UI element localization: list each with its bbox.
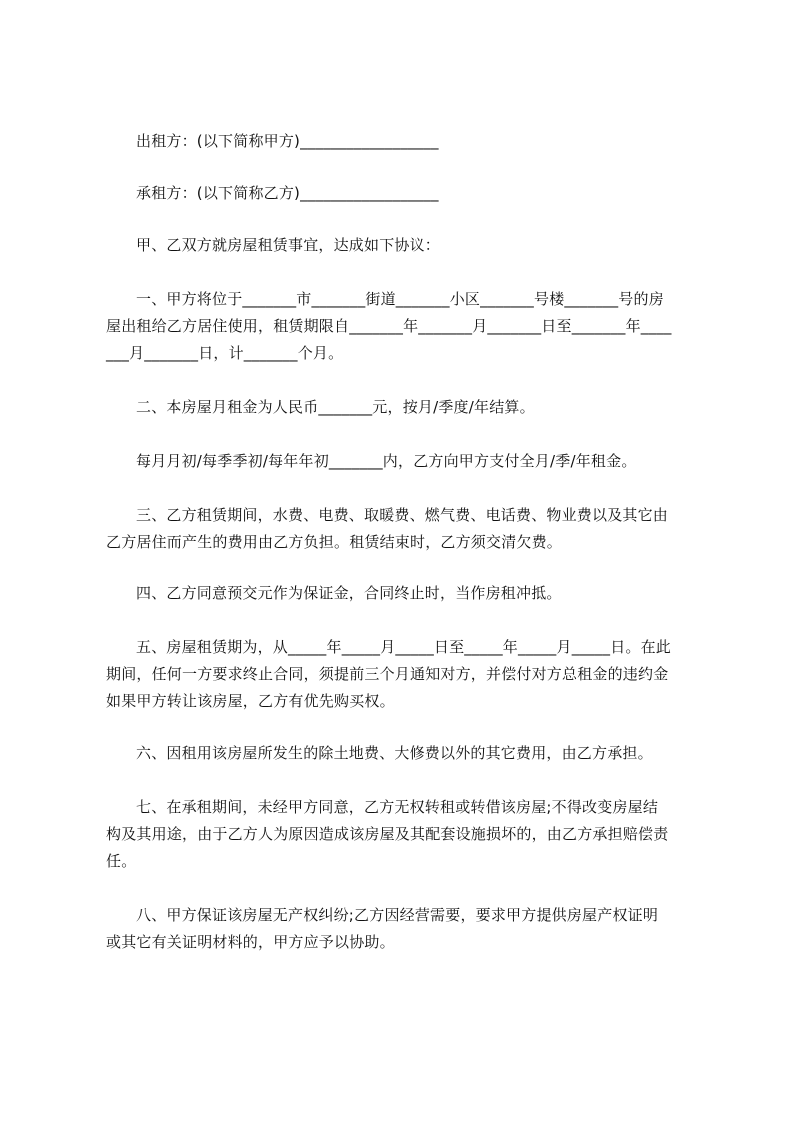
clause-1-line: 屋出租给乙方居住使用，租赁期限自_______年_______月_______日至_______年____ [106,317,672,335]
clause-8 [106,902,700,956]
clause-2-note: 每月月初/每季季初/每年年初_______内，乙方向甲方支付全月/季/年租金。 [136,452,637,470]
clause-2: 二、本房屋月租金为人民币_______元，按月/季度/年结算。 [136,398,535,416]
clause-7-line: 构及其用途，由于乙方人为原因造成该房屋及其配套设施损坏的，由乙方承担赔偿责 [106,825,669,843]
clause-8-line: 或其它有关证明材料的，甲方应予以协助。 [106,933,395,951]
clause-7-line: 七、在承租期间，未经甲方同意，乙方无权转租或转借该房屋;不得改变房屋结 [136,798,659,816]
clause-5-line: 五、房屋租赁期为，从_____年_____月_____日至_____年_____月_____日。在此 [136,638,672,656]
clause-3-line: 三、乙方租赁期间，水费、电费、取暖费、燃气费、电话费、物业费以及其它由 [136,506,669,524]
clause-1-line: 一、甲方将位于_______市_______街道_______小区_______号楼_______号的房 [136,290,664,308]
clause-1-line: ___月_______日，计_______个月。 [106,344,344,362]
clause-3-line: 乙方居住而产生的费用由乙方负担。租赁结束时，乙方须交清欠费。 [106,533,563,551]
lessor-line: 出租方：(以下简称甲方)__________________ [136,132,439,150]
clause-5-line: 如果甲方转让该房屋，乙方有优先购买权。 [106,692,395,710]
clause-8-line: 八、甲方保证该房屋无产权纠纷;乙方因经营需要，要求甲方提供房屋产权证明 [136,906,659,924]
clause-6: 六、因租用该房屋所发生的除土地费、大修费以外的其它费用，由乙方承担。 [136,744,653,762]
clause-7-line: 任。 [106,852,137,870]
preamble: 甲、乙双方就房屋租赁事宜，达成如下协议： [136,236,441,254]
clause-4: 四、乙方同意预交元作为保证金，合同终止时，当作房租冲抵。 [136,584,562,602]
clause-5 [106,634,700,715]
clause-1 [106,286,700,367]
clause-3 [106,502,700,556]
lessee-line: 承租方：(以下简称乙方)__________________ [136,184,439,202]
clause-7 [106,794,700,875]
clause-5-line: 期间，任何一方要求终止合同，须提前三个月通知对方，并偿付对方总租金的违约金 [106,665,669,683]
